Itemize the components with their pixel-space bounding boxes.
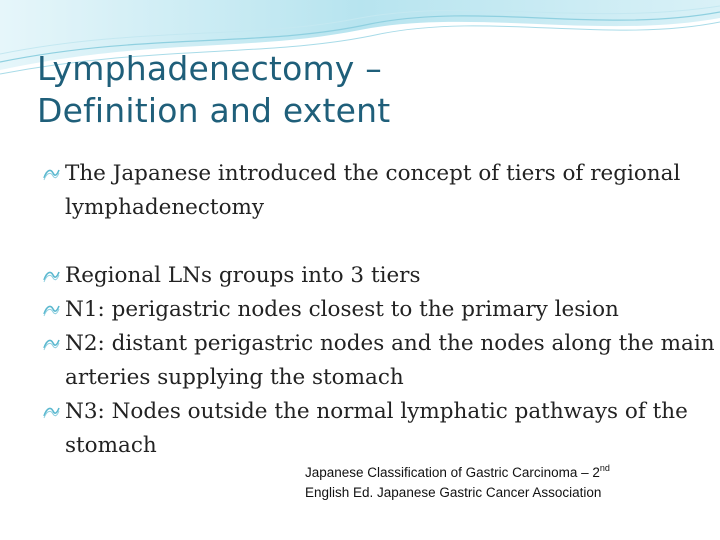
wave-bullet-icon (43, 167, 60, 181)
bullet-text-continued: lymphadenectomy (65, 195, 265, 220)
bullet-item (43, 157, 683, 225)
wave-bullet-icon (43, 303, 60, 317)
bullet-item (43, 327, 715, 395)
bullet-text-continued: arteries supplying the stomach (65, 365, 404, 390)
citation-text: Japanese Classification of Gastric Carcinoma – 2 (305, 465, 600, 480)
bullet-text: Regional LNs groups into 3 tiers (65, 263, 421, 288)
citation-line-1 (305, 458, 610, 483)
title-line-2: Definition and extent (37, 91, 391, 130)
bullet-item (43, 259, 683, 293)
citation (305, 458, 610, 503)
bullet-text: N1: perigastric nodes closest to the primary lesion (65, 297, 619, 322)
wave-bullet-icon (43, 269, 60, 283)
slide-title (37, 48, 677, 132)
bullet-list (43, 157, 715, 463)
citation-line-2: English Ed. Japanese Gastric Cancer Association (305, 485, 602, 500)
title-line-1: Lymphadenectomy – (37, 49, 382, 88)
wave-bullet-icon (43, 405, 60, 419)
wave-bullet-icon (43, 337, 60, 351)
citation-superscript: nd (599, 463, 610, 473)
bullet-text: N2: distant perigastric nodes and the nodes along the main (65, 331, 715, 356)
bullet-text: The Japanese introduced the concept of tiers of regional (65, 161, 681, 186)
bullet-item (43, 293, 683, 327)
bullet-text-continued: stomach (65, 433, 157, 458)
bullet-text: N3: Nodes outside the normal lymphatic pathways of the (65, 399, 688, 424)
bullet-item (43, 395, 688, 463)
